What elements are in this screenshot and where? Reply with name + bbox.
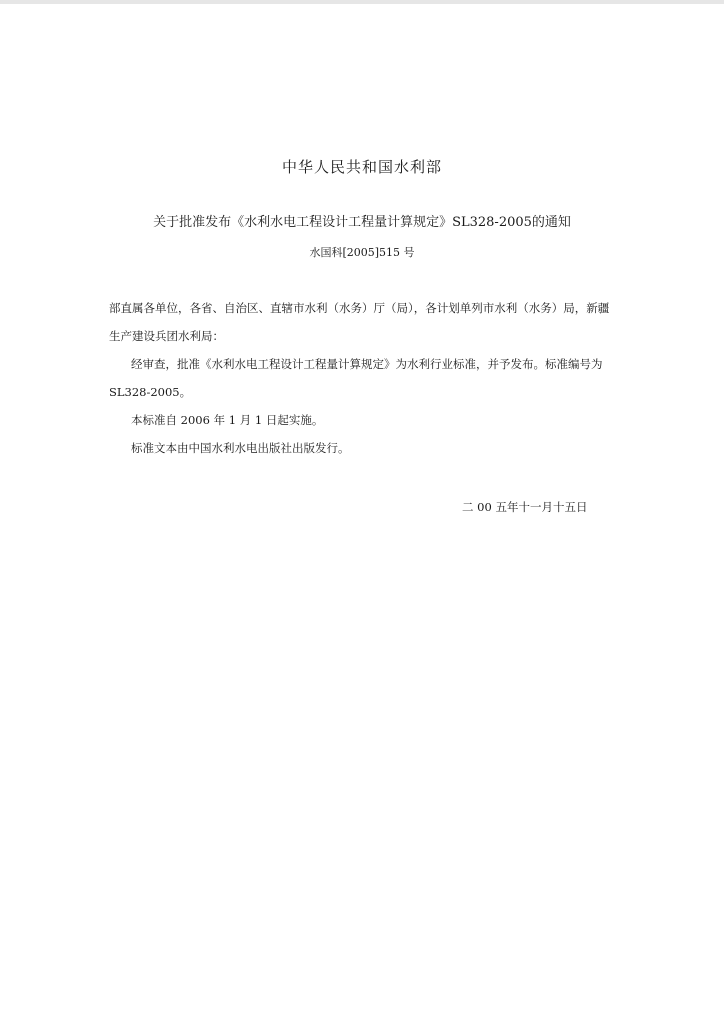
effective-date-paragraph: 本标准自 2006 年 1 月 1 日起实施。 <box>131 413 324 427</box>
ministry-heading: 中华人民共和国水利部 <box>281 158 442 176</box>
publisher-paragraph: 标准文本由中国水利水电出版社出版发行。 <box>131 441 350 455</box>
notice-title: 关于批准发布《水利水电工程设计工程量计算规定》SL328-2005的通知 <box>153 215 571 230</box>
document-number: 水国科[2005]515 号 <box>309 246 415 259</box>
document-page <box>0 4 724 1026</box>
signature-date: 二 00 五年十一月十五日 <box>462 500 588 514</box>
approval-paragraph: 经审查，批准《水利水电工程设计工程量计算规定》为水利行业标准，并予发布。标准编号为SL328-2005。 <box>109 357 603 399</box>
addressee: 部直属各单位，各省、自治区、直辖市水利（水务）厅（局），各计划单列市水利（水务）局，新疆生产建设兵团水利局： <box>109 301 610 343</box>
